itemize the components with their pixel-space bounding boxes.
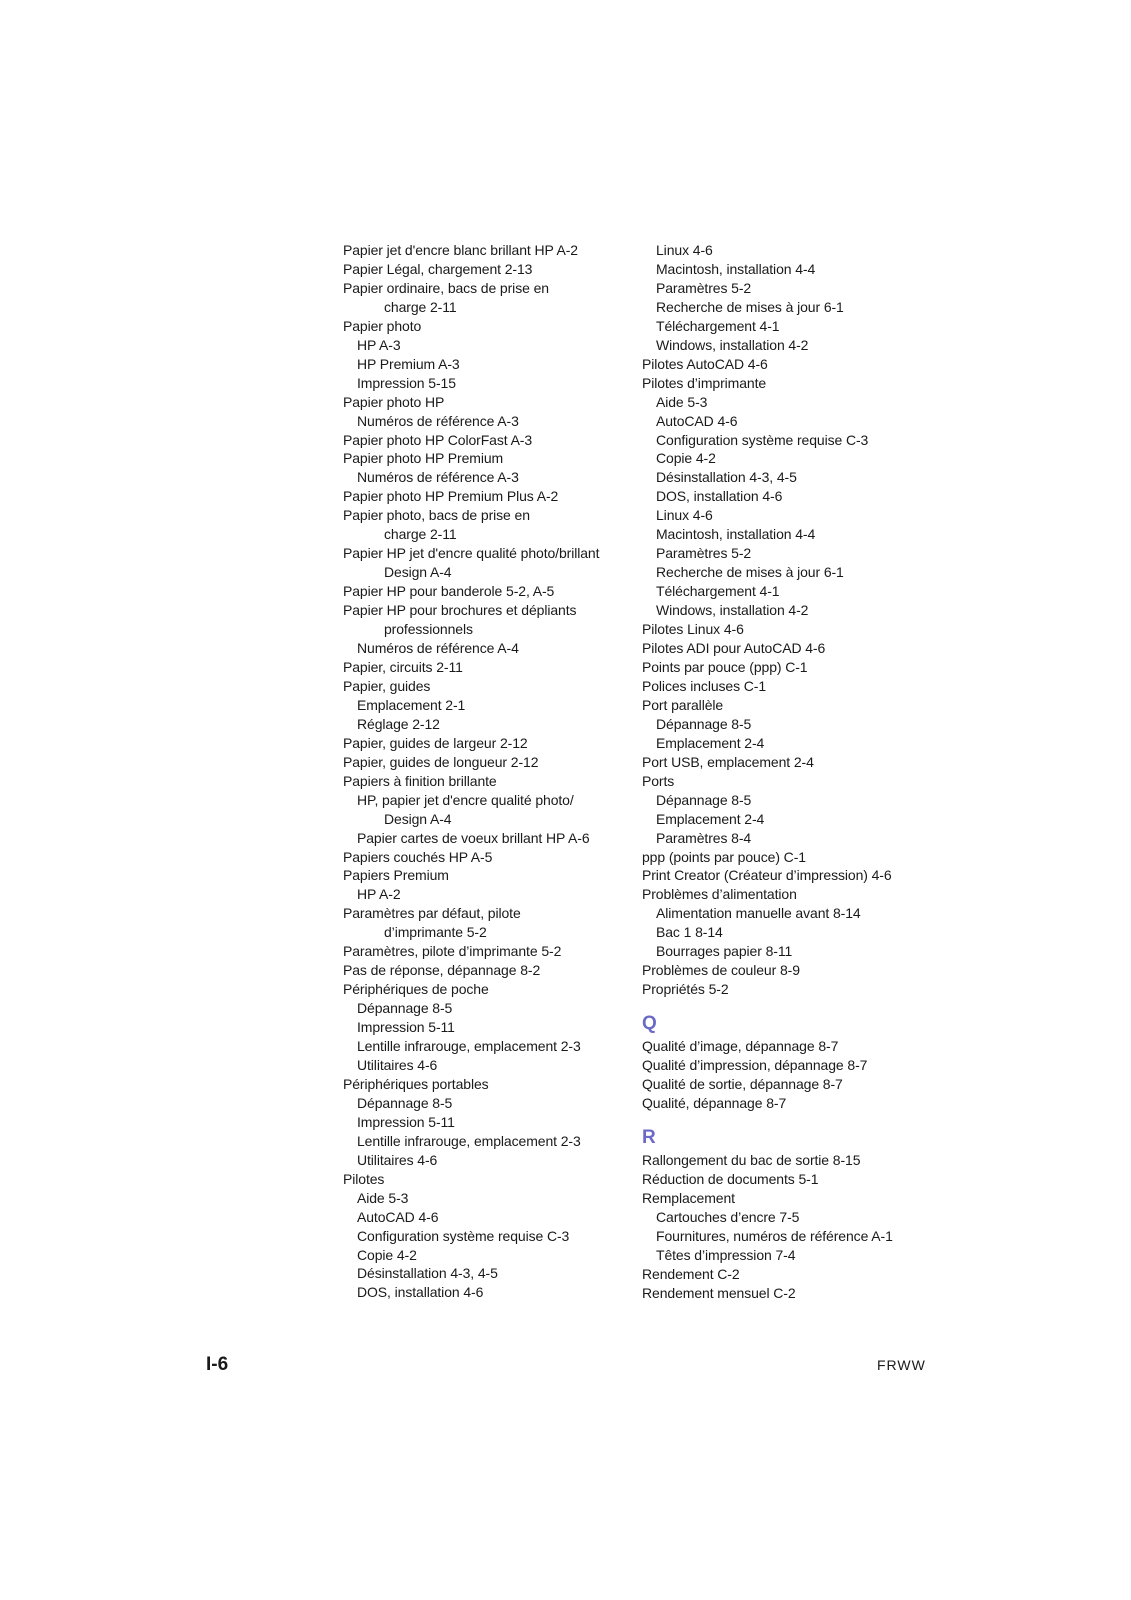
index-subentry: Paramètres 8-4 xyxy=(656,829,752,846)
index-subentry: AutoCAD 4-6 xyxy=(357,1208,439,1225)
index-subentry: Dépannage 8-5 xyxy=(357,1000,453,1017)
index-subentry: Configuration système requise C-3 xyxy=(656,431,869,448)
index-entry: Pilotes d’imprimante xyxy=(642,374,767,391)
index-entry: Remplacement xyxy=(642,1189,735,1206)
index-entry: Qualité d’impression, dépannage 8-7 xyxy=(642,1057,868,1074)
index-entry: Papier photo, bacs de prise en xyxy=(343,507,530,524)
index-subentry: Recherche de mises à jour 6-1 xyxy=(656,298,844,315)
index-subentry: Windows, installation 4-2 xyxy=(656,336,809,353)
index-entry: Papier, guides xyxy=(343,677,431,694)
index-entry: Problèmes de couleur 8-9 xyxy=(642,962,800,979)
index-subentry: Lentille infrarouge, emplacement 2-3 xyxy=(357,1132,581,1149)
index-subentry: DOS, installation 4-6 xyxy=(656,488,783,505)
index-subentry: Macintosh, installation 4-4 xyxy=(656,526,816,543)
index-subentry: Aide 5-3 xyxy=(656,393,708,410)
index-subentry: Aide 5-3 xyxy=(357,1189,409,1206)
index-subentry: Désinstallation 4-3, 4-5 xyxy=(656,469,797,486)
index-entry: Paramètres par défaut, pilote xyxy=(343,905,521,922)
index-subentry: Bourrages papier 8-11 xyxy=(656,943,793,960)
index-subentry: HP Premium A-3 xyxy=(357,355,460,372)
index-subentry: Papier cartes de voeux brillant HP A-6 xyxy=(357,829,590,846)
index-subentry: Alimentation manuelle avant 8-14 xyxy=(656,905,861,922)
index-subentry: Linux 4-6 xyxy=(656,507,713,524)
index-entry: Qualité de sortie, dépannage 8-7 xyxy=(642,1076,843,1093)
index-subentry: Copie 4-2 xyxy=(656,450,716,467)
index-entry: Pas de réponse, dépannage 8-2 xyxy=(343,962,541,979)
index-subentry: AutoCAD 4-6 xyxy=(656,412,738,429)
index-subentry: Dépannage 8-5 xyxy=(357,1094,453,1111)
index-entry: Print Creator (Créateur d’impression) 4-6 xyxy=(642,867,892,884)
index-entry: Périphériques de poche xyxy=(343,981,489,998)
index-column-right xyxy=(642,241,942,1303)
index-entry: Polices incluses C-1 xyxy=(642,677,767,694)
index-entry-continuation: professionnels xyxy=(384,621,473,638)
index-entry: Papier photo xyxy=(343,317,422,334)
index-entry: Papier HP jet d'encre qualité photo/brillant xyxy=(343,545,600,562)
page-number: I-6 xyxy=(206,1354,229,1375)
index-subentry: Paramètres 5-2 xyxy=(656,279,752,296)
index-entry: Papiers à finition brillante xyxy=(343,772,497,789)
index-subentry: Configuration système requise C-3 xyxy=(357,1227,570,1244)
index-subentry: Impression 5-11 xyxy=(357,1113,455,1130)
index-subentry: Utilitaires 4-6 xyxy=(357,1151,438,1168)
index-entry: Papier photo HP xyxy=(343,393,445,410)
index-entry: Pilotes AutoCAD 4-6 xyxy=(642,355,768,372)
index-entry: Problèmes d’alimentation xyxy=(642,886,797,903)
index-entry: Papiers couchés HP A-5 xyxy=(343,848,493,865)
index-entry: Réduction de documents 5-1 xyxy=(642,1170,819,1187)
index-subentry: Impression 5-15 xyxy=(357,374,456,391)
index-entry: Papiers Premium xyxy=(343,867,449,884)
index-entry: ppp (points par pouce) C-1 xyxy=(642,848,806,865)
index-entry: Papier jet d'encre blanc brillant HP A-2 xyxy=(343,242,578,258)
index-entry-continuation: d’imprimante 5-2 xyxy=(384,924,487,941)
index-entry: Pilotes Linux 4-6 xyxy=(642,621,744,638)
index-subentry: Numéros de référence A-4 xyxy=(357,640,519,657)
index-subentry: Fournitures, numéros de référence A-1 xyxy=(656,1227,893,1244)
index-subentry: Réglage 2-12 xyxy=(357,715,440,732)
index-entry: Pilotes xyxy=(343,1170,385,1187)
index-subentry: Cartouches d’encre 7-5 xyxy=(656,1208,800,1225)
index-subentry: Têtes d’impression 7-4 xyxy=(656,1246,796,1263)
index-entry: Papier photo HP Premium Plus A-2 xyxy=(343,488,559,505)
section-letter: R xyxy=(642,1126,656,1148)
index-column-left xyxy=(343,241,633,1302)
index-subentry: Recherche de mises à jour 6-1 xyxy=(656,564,844,581)
index-subentry: Paramètres 5-2 xyxy=(656,545,752,562)
index-subentry: Macintosh, installation 4-4 xyxy=(656,260,816,277)
index-subentry: Téléchargement 4-1 xyxy=(656,583,780,600)
index-subentry: HP, papier jet d'encre qualité photo/ xyxy=(357,791,574,808)
index-entry: Rallongement du bac de sortie 8-15 xyxy=(642,1151,861,1168)
index-entry: Ports xyxy=(642,772,675,789)
index-entry: Qualité, dépannage 8-7 xyxy=(642,1094,787,1111)
index-entry: Propriétés 5-2 xyxy=(642,981,729,998)
index-subentry: Linux 4-6 xyxy=(656,242,713,258)
index-entry: Points par pouce (ppp) C-1 xyxy=(642,658,808,675)
index-entry: Papier HP pour banderole 5-2, A-5 xyxy=(343,583,555,600)
index-subentry: Emplacement 2-4 xyxy=(656,734,765,751)
index-subentry: Utilitaires 4-6 xyxy=(357,1056,438,1073)
index-entry: Paramètres, pilote d’imprimante 5-2 xyxy=(343,943,562,960)
index-subentry: Impression 5-11 xyxy=(357,1019,455,1036)
index-subentry: HP A-2 xyxy=(357,886,401,903)
section-letter: Q xyxy=(642,1013,657,1035)
index-subentry: Dépannage 8-5 xyxy=(656,715,752,732)
index-entry: Port USB, emplacement 2-4 xyxy=(642,753,814,770)
index-subentry: Désinstallation 4-3, 4-5 xyxy=(357,1265,498,1282)
index-subentry: Numéros de référence A-3 xyxy=(357,469,519,486)
index-entry: Pilotes ADI pour AutoCAD 4-6 xyxy=(642,640,826,657)
index-entry: Port parallèle xyxy=(642,696,724,713)
index-subentry: Téléchargement 4-1 xyxy=(656,317,780,334)
index-entry: Papier Légal, chargement 2-13 xyxy=(343,260,533,277)
index-entry-continuation: Design A-4 xyxy=(384,810,452,827)
index-subentry: Numéros de référence A-3 xyxy=(357,412,519,429)
index-subentry: Copie 4-2 xyxy=(357,1246,417,1263)
index-entry: Papier photo HP Premium xyxy=(343,450,504,467)
index-subentry: Lentille infrarouge, emplacement 2-3 xyxy=(357,1038,581,1055)
index-subentry: Emplacement 2-4 xyxy=(656,810,765,827)
index-entry: Rendement mensuel C-2 xyxy=(642,1284,796,1301)
index-entry: Papier, guides de largeur 2-12 xyxy=(343,734,528,751)
index-entry: Papier HP pour brochures et dépliants xyxy=(343,602,577,619)
index-entry: Papier ordinaire, bacs de prise en xyxy=(343,279,549,296)
index-subentry: DOS, installation 4-6 xyxy=(357,1284,484,1301)
index-entry: Papier photo HP ColorFast A-3 xyxy=(343,431,533,448)
index-entry: Papier, guides de longueur 2-12 xyxy=(343,753,539,770)
index-subentry: Emplacement 2-1 xyxy=(357,696,466,713)
index-subentry: HP A-3 xyxy=(357,336,401,353)
index-entry-continuation: charge 2-11 xyxy=(384,526,457,543)
index-subentry: Windows, installation 4-2 xyxy=(656,602,809,619)
footer-label: FRWW xyxy=(877,1357,926,1373)
index-entry-continuation: Design A-4 xyxy=(384,564,452,581)
index-subentry: Dépannage 8-5 xyxy=(656,791,752,808)
index-entry: Périphériques portables xyxy=(343,1075,489,1092)
index-entry: Papier, circuits 2-11 xyxy=(343,658,463,675)
index-entry: Rendement C-2 xyxy=(642,1265,740,1282)
index-entry-continuation: charge 2-11 xyxy=(384,298,457,315)
index-subentry: Bac 1 8-14 xyxy=(656,924,723,941)
index-entry: Qualité d’image, dépannage 8-7 xyxy=(642,1038,839,1055)
